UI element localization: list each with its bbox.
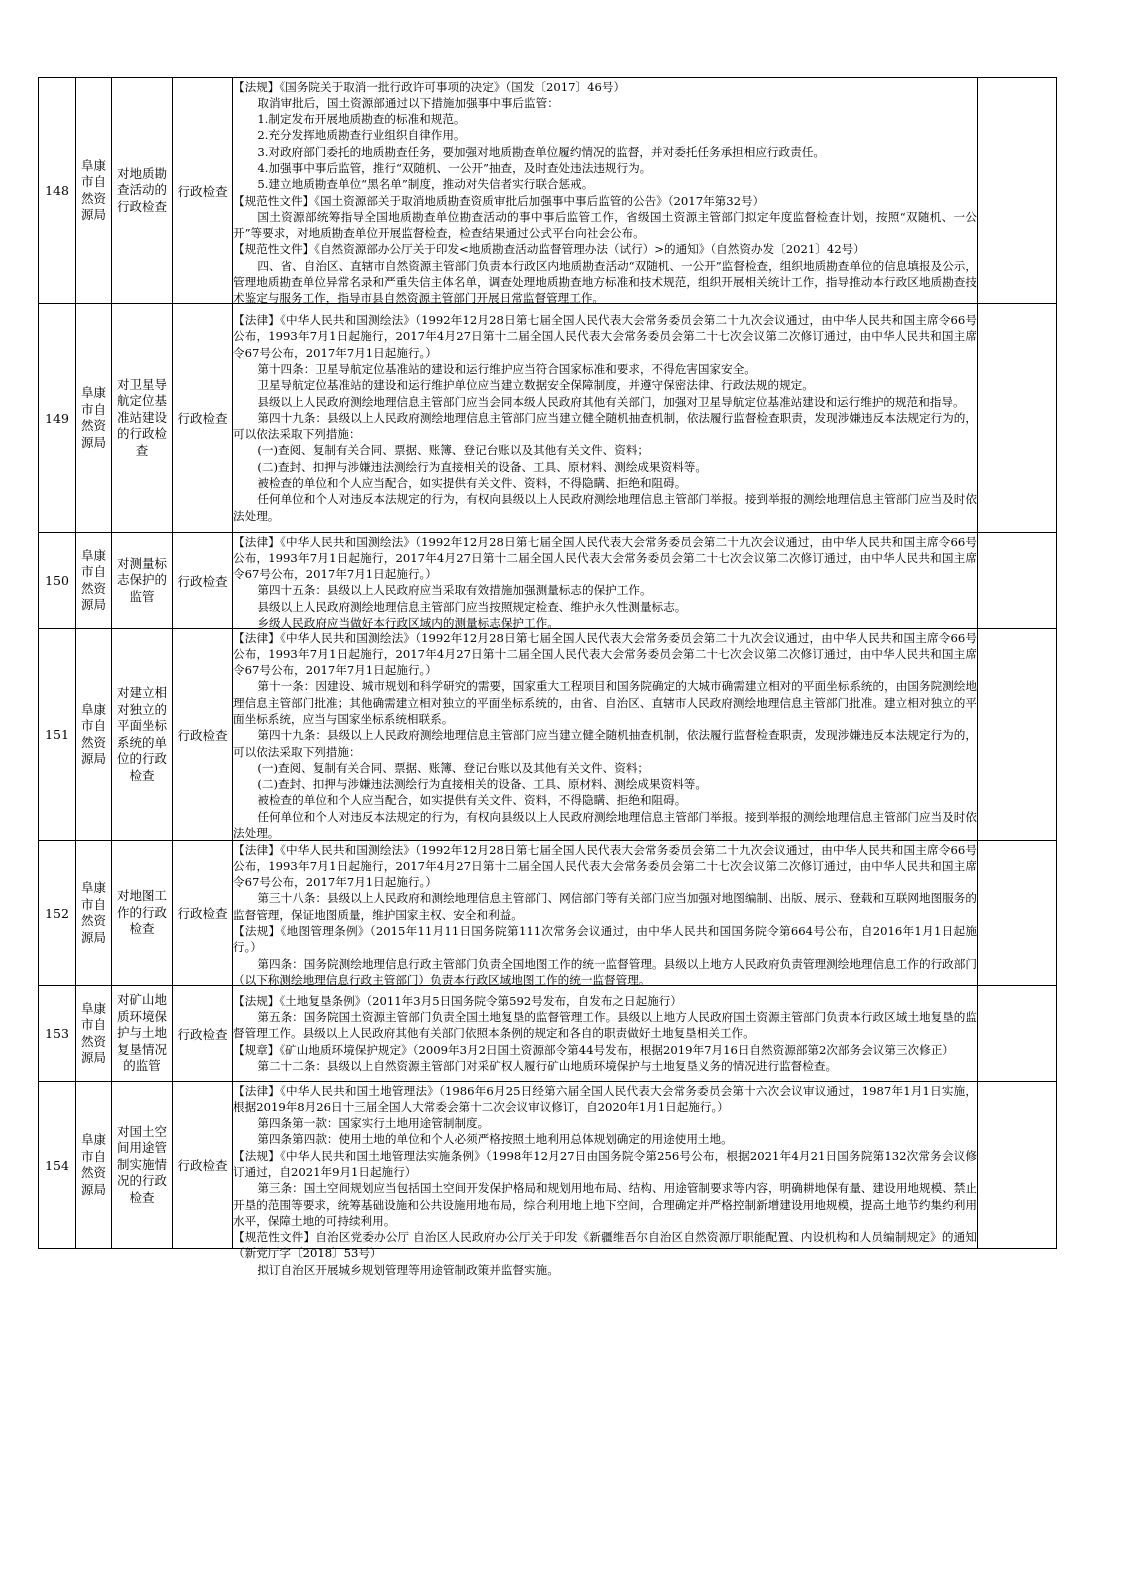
item-type-cell: 行政检查	[173, 986, 233, 1082]
agency-line: 源局	[80, 207, 106, 222]
item-name-line: 行政检查	[116, 198, 167, 214]
item-name-line: 准站建设	[116, 409, 167, 425]
legal-basis-paragraph: 【法律】《中华人民共和国测绘法》（1992年12月28日第七届全国人民代表大会常务委员会第二十九次会议通过，由中华人民共和国主席令66号公布，1993年7月1日起施行，2017年4月27日第十二届全国人民代表大会常务委员会第二十七次会议第二次修订通过，由中华人民共和国主席令67号公布，2017年7月1日起施行。）	[233, 313, 977, 360]
legal-basis-paragraph: 【法规】《土地复垦条例》（2011年3月5日国务院令第592号发布，自发布之日起施行）	[233, 993, 682, 1008]
item-name-line: 位的行政	[116, 751, 167, 766]
item-name-line: 检查	[129, 921, 155, 937]
item-name-line: 的行政检	[116, 426, 167, 442]
legal-basis-paragraph: 第四十九条：县级以上人民政府测绘地理信息主管部门应当建立健全随机抽查机制，依法履行监督检查职责，发现涉嫌违反本法规定行为的，可以依法采取下列措施：	[233, 410, 977, 442]
agency-line: 源局	[80, 1181, 106, 1197]
agency-cell	[76, 1082, 112, 1249]
legal-basis-paragraph: 【法律】《中华人民共和国测绘法》（1992年12月28日第七届全国人民代表大会常务委员会第二十九次会议通过，由中华人民共和国主席令66号公布，1993年7月1日起施行，2017年4月27日第十二届全国人民代表大会常务委员会第二十七次会议第二次修订通过，由中华人民共和国主席令67号公布，2017年7月1日起施行。）	[233, 534, 977, 582]
legal-basis-cell	[233, 533, 978, 629]
agency-line: 然资	[80, 1033, 106, 1049]
row-number: 148	[39, 78, 76, 304]
item-name-line: 况的行政	[116, 1173, 167, 1189]
remarks-cell	[978, 986, 1057, 1082]
table-row	[39, 78, 1057, 304]
item-name-line: 对地质勘	[116, 165, 167, 181]
agency-line: 市自	[80, 896, 106, 912]
agency-line: 阜康	[80, 1132, 106, 1147]
legal-basis-paragraph: (二)查封、扣押与涉嫌违法测绘行为直接相关的设备、工具、原材料、测绘成果资料等。	[257, 777, 707, 792]
legal-basis-paragraph: 县级以上人民政府测绘地理信息主管部门应当按照规定检查、维护永久性测量标志。	[257, 599, 687, 614]
agency-line: 市自	[80, 1148, 106, 1164]
legal-basis-paragraph: 县级以上人民政府测绘地理信息主管部门应当会同本级人民政府其他有关部门，加强对卫星导航定位基准站建设和运行维护的规范和指导。	[257, 394, 965, 409]
legal-basis-cell	[233, 1082, 978, 1277]
remarks-cell	[978, 629, 1057, 841]
agency-line: 市自	[80, 564, 106, 579]
agency-line: 市自	[80, 401, 106, 417]
legal-basis-paragraph: 取消审批后，国土资源部通过以下措施加强事中事后监管：	[257, 95, 559, 110]
legal-basis-cell	[233, 986, 978, 1082]
agency-line: 源局	[80, 929, 106, 945]
agency-line: 然资	[80, 734, 106, 750]
legal-basis-paragraph: 3.对政府部门委托的地质勘查任务，要加强对地质勘查单位履约情况的监督，并对委托任务承担相应行政责任。	[257, 144, 825, 159]
remarks-cell	[978, 533, 1057, 629]
legal-basis-paragraph: 第三条：国土空间规划应当包括国土空间开发保护格局和规划用地布局、结构、用途管制要求等内容，明确耕地保有量、建设用地规模、禁止开垦的范围等要求，统筹基础设施和公共设施用地布局，综合利用地上地下空间，合理确定并严格控制新增建设用地规模，提高土地节约集约利用水平，保障土地的可持续利用。	[233, 1181, 977, 1228]
legal-basis-paragraph: 乡级人民政府应当做好本行政区域内的测量标志保护工作。	[257, 615, 559, 630]
item-name-line: 对建立相	[116, 685, 167, 700]
item-name-line: 护与土地	[116, 1025, 167, 1041]
agency-cell	[76, 78, 112, 304]
item-name-line: 复垦情况	[116, 1041, 167, 1057]
legal-basis-paragraph: 【法律】《中华人民共和国测绘法》（1992年12月28日第七届全国人民代表大会常务委员会第二十九次会议通过，由中华人民共和国主席令66号公布，1993年7月1日起施行，2017年4月27日第十二届全国人民代表大会常务委员会第二十七次会议第二次修订通过，由中华人民共和国主席令67号公布，2017年7月1日起施行。）	[233, 630, 977, 678]
legal-basis-paragraph: 4.加强事中事后监管，推行“双随机、一公开”抽查，及时查处违法违规行为。	[257, 160, 652, 175]
agency-line: 源局	[80, 434, 106, 450]
legal-basis-paragraph: 2.充分发挥地质勘查行业组织自律作用。	[257, 128, 466, 143]
agency-cell	[76, 533, 112, 629]
agency-cell	[76, 629, 112, 841]
item-type-cell: 行政检查	[173, 629, 233, 841]
item-type-cell: 行政检查	[173, 533, 233, 629]
agency-line: 然资	[80, 418, 106, 433]
legal-basis-paragraph: 第二十二条：县级以上自然资源主管部门对采矿权人履行矿山地质环境保护与土地复垦义务的情况进行监督检查。	[257, 1058, 838, 1073]
item-name-line: 志保护的	[116, 572, 167, 588]
agency-line: 然资	[80, 1165, 106, 1180]
item-name-line: 系统的单	[116, 734, 167, 750]
item-name-cell	[112, 304, 173, 533]
legal-basis-paragraph: 第五条：国务院国土资源主管部门负责全国土地复垦的监督管理工作。县级以上地方人民政府国土资源主管部门负责本行政区域土地复垦的监督管理工作。县级以上人民政府其他有关部门依照本条例的规定和各自的职责做好土地复垦相关工作。	[233, 1010, 977, 1041]
table-row	[39, 304, 1057, 533]
legal-basis-cell	[233, 304, 978, 533]
remarks-cell	[978, 78, 1057, 304]
table-row	[39, 841, 1057, 986]
agency-line: 阜康	[80, 547, 106, 563]
item-name-line: 平面坐标	[116, 718, 167, 733]
item-name-line: 对卫星导	[116, 376, 167, 392]
legal-basis-paragraph: 【规范性文件】《国土资源部关于取消地质勘查资质审批后加强事中事后监管的公告》（2017年第32号）	[233, 193, 765, 208]
item-name-cell	[112, 78, 173, 304]
row-number: 152	[39, 841, 76, 986]
legal-basis-paragraph: (一)查阅、复制有关合同、票据、账簿、登记台账以及其他有关文件、资料；	[257, 760, 650, 775]
item-name-line: 制实施情	[116, 1156, 167, 1172]
legal-basis-paragraph: 第四十九条：县级以上人民政府测绘地理信息主管部门应当建立健全随机抽查机制，依法履行监督检查职责，发现涉嫌违反本法规定行为的，可以依法采取下列措施：	[233, 728, 977, 759]
item-name-line: 对地图工	[116, 888, 167, 904]
legal-basis-cell	[233, 78, 978, 304]
item-name-line: 查活动的	[116, 182, 167, 198]
legal-basis-paragraph: 国土资源部统筹指导全国地质勘查单位勘查活动的事中事后监管工作，省级国土资源主管部门拟定年度监督检查计划，按照“双随机、一公开”等要求，对地质勘查单位开展监督检查，检查结果通过公式平台向社会公布。	[233, 209, 977, 241]
legal-basis-paragraph: 第四条第一款：国家实行土地用途管制制度。	[257, 1116, 490, 1131]
legal-basis-paragraph: 【法规】《地图管理条例》（2015年11月11日国务院第111次常务会议通过，由中华人民共和国国务院令第664号公布，自2016年1月1日起施行。）	[233, 923, 977, 955]
legal-basis-paragraph: 被检查的单位和个人应当配合，如实提供有关文件、资料，不得隐瞒、拒绝和阻碍。	[257, 476, 687, 491]
agency-line: 然资	[80, 580, 106, 596]
legal-basis-paragraph: 第十四条：卫星导航定位基准站的建设和运行维护应当符合国家标准和要求，不得危害国家安全。	[257, 361, 756, 376]
item-name-line: 监管	[129, 588, 155, 604]
legal-basis-paragraph: 第四条：国务院测绘地理信息行政主管部门负责全国地图工作的统一监督管理。县级以上地方人民政府负责管理测绘地理信息工作的行政部门（以下称测绘地理信息行政主管部门）负责本行政区域地图工作的统一监督管理。	[233, 956, 977, 987]
agency-line: 阜康	[80, 385, 106, 400]
legal-basis-paragraph: 【规章】《矿山地质环境保护规定》（2009年3月2日国土资源部令第44号发布，根据2019年7月16日自然资源部第2次部务会议第三次修正）	[233, 1042, 954, 1057]
legal-basis-paragraph: 卫星导航定位基准站的建设和运行维护单位应当建立数据安全保障制度，并遵守保密法律、行政法规的规定。	[257, 378, 814, 393]
legal-basis-paragraph: 5.建立地质勘查单位“黑名单”制度，推动对失信者实行联合惩戒。	[257, 177, 594, 192]
agency-cell	[76, 841, 112, 986]
legal-basis-paragraph: 【法规】《国务院关于取消一批行政许可事项的决定》（国发〔2017〕46号）	[233, 79, 626, 94]
table-row	[39, 986, 1057, 1082]
agency-line: 阜康	[80, 880, 106, 895]
item-name-line: 检查	[129, 767, 155, 783]
legal-basis-paragraph: (一)查阅、复制有关合同、票据、账簿、登记台账以及其他有关文件、资料；	[257, 443, 650, 458]
legal-basis-paragraph: 四、省、自治区、直辖市自然资源主管部门负责本行政区内地质勘查活动“双随机、一公开”监督检查，组织地质勘查单位的信息填报及公示，管理地质勘查单位异常名录和严重失信主体名单，调查处理地质勘查地方标准和技术规范，组织开展相关统计工作，指导推动本行政区地质勘查技术鉴定与服务工作，指导市县自然资源主管部门开展日常监督管理工作。	[233, 258, 977, 306]
remarks-cell	[978, 304, 1057, 533]
table-row	[39, 1082, 1057, 1249]
agency-line: 阜康	[80, 157, 106, 173]
agency-cell	[76, 304, 112, 533]
item-name-line: 对测量标	[116, 555, 167, 571]
agency-line: 源局	[80, 1050, 106, 1065]
remarks-cell	[978, 841, 1057, 986]
agency-line: 源局	[80, 597, 106, 612]
row-number: 149	[39, 304, 76, 533]
legal-basis-paragraph: 第十一条：因建设、城市规划和科学研究的需要，国家重大工程项目和国务院确定的大城市确需建立相对的平面坐标系统的，由国务院测绘地理信息主管部门批准；其他确需建立相对独立的平面坐标系统的，由省、自治区、直辖市人民政府测绘地理信息主管部门批准。建立相对独立的平面坐标系统，应当与国家坐标系统相联系。	[233, 679, 977, 726]
legal-basis-paragraph: 被检查的单位和个人应当配合，如实提供有关文件、资料，不得隐瞒、拒绝和阻碍。	[257, 793, 687, 808]
table-row	[39, 629, 1057, 841]
legal-basis-cell	[233, 629, 978, 841]
item-name-line: 间用途管	[116, 1140, 167, 1156]
item-type-cell: 行政检查	[173, 304, 233, 533]
legal-basis-cell	[233, 841, 978, 986]
legal-basis-paragraph: 任何单位和个人对违反本法规定的行为，有权向县级以上人民政府测绘地理信息主管部门举报。接到举报的测绘地理信息主管部门应当及时依法处理。	[233, 492, 977, 523]
item-name-line: 质环境保	[116, 1008, 167, 1024]
item-name-cell	[112, 986, 173, 1082]
item-name-cell	[112, 841, 173, 986]
legal-basis-paragraph: 【法律】《中华人民共和国土地管理法》（1986年6月25日经第六届全国人民代表大会常务委员会第十六次会议审议通过，1987年1月1日实施，根据2019年8月26日十三届全国人大常委会第十二次会议审议修订，自2020年1月1日起施行。）	[233, 1083, 977, 1114]
item-name-line: 作的行政	[116, 904, 167, 920]
legal-basis-paragraph: 1.制定发布开展地质勘查的标准和规范。	[257, 112, 466, 127]
item-name-line: 的监管	[123, 1058, 161, 1074]
legal-basis-paragraph: (二)查封、扣押与涉嫌违法测绘行为直接相关的设备、工具、原材料、测绘成果资料等。	[257, 459, 707, 474]
row-number: 153	[39, 986, 76, 1082]
item-type-cell: 行政检查	[173, 841, 233, 986]
item-name-line: 对独立的	[116, 701, 167, 717]
row-number: 151	[39, 629, 76, 841]
agency-line: 源局	[80, 751, 106, 766]
legal-basis-paragraph: 第四条第四款：使用土地的单位和个人必须严格按照土地利用总体规划确定的用途使用土地。	[257, 1132, 733, 1147]
agency-line: 然资	[80, 190, 106, 206]
row-number: 150	[39, 533, 76, 629]
item-name-line: 对矿山地	[116, 992, 167, 1008]
legal-basis-paragraph: 【法规】《中华人民共和国土地管理法实施条例》（1998年12月27日由国务院令第256号公布，根据2021年4月21日国务院第132次常务会议修订通过，自2021年9月1日起施行）	[233, 1148, 977, 1179]
agency-line: 市自	[80, 174, 106, 189]
legal-basis-paragraph: 第三十八条：县级以上人民政府和测绘地理信息主管部门、网信部门等有关部门应当加强对地图编制、出版、展示、登载和互联网地图服务的监督管理，保证地图质量，维护国家主权、安全和利益。	[233, 891, 977, 922]
item-name-line: 查	[135, 442, 149, 458]
item-type-cell: 行政检查	[173, 78, 233, 304]
legal-basis-paragraph: 【规范性文件】自治区党委办公厅 自治区人民政府办公厅关于印发《新疆维吾尔自治区自然资源厅职能配置、内设机构和人员编制规定》的通知（新党厅字〔2018〕53号）	[233, 1230, 977, 1261]
legal-basis-paragraph: 第四十五条：县级以上人民政府应当采取有效措施加强测量标志的保护工作。	[257, 583, 652, 598]
agency-line: 市自	[80, 718, 106, 733]
item-name-cell	[112, 629, 173, 841]
item-name-cell	[112, 1082, 173, 1249]
remarks-cell	[978, 1082, 1057, 1249]
item-name-cell	[112, 533, 173, 629]
table-row	[39, 533, 1057, 629]
legal-basis-paragraph: 【规范性文件】《自然资源部办公厅关于印发<地质勘查活动监督管理办法（试行）>的通知》（自然资办发〔2021〕42号）	[233, 242, 865, 257]
item-name-line: 航定位基	[116, 393, 167, 409]
legal-basis-paragraph: 拟订自治区开展城乡规划管理等用途管制政策并监督实施。	[257, 1262, 559, 1277]
enforcement-table	[38, 77, 1057, 1277]
legal-basis-paragraph: 任何单位和个人对违反本法规定的行为，有权向县级以上人民政府测绘地理信息主管部门举报。接到举报的测绘地理信息主管部门应当及时依法处理。	[233, 809, 977, 841]
agency-line: 然资	[80, 913, 106, 928]
item-type-cell: 行政检查	[173, 1082, 233, 1249]
agency-line: 阜康	[80, 1000, 106, 1016]
agency-line: 市自	[80, 1017, 106, 1032]
agency-cell	[76, 986, 112, 1082]
item-name-line: 对国土空	[116, 1123, 167, 1139]
legal-basis-paragraph: 【法律】《中华人民共和国测绘法》（1992年12月28日第七届全国人民代表大会常务委员会第二十九次会议通过，由中华人民共和国主席令66号公布，1993年7月1日起施行，2017年4月27日第十二届全国人民代表大会常务委员会第二十七次会议第二次修订通过，由中华人民共和国主席令67号公布，2017年7月1日起施行。）	[233, 842, 977, 890]
row-number: 154	[39, 1082, 76, 1249]
item-name-line: 检查	[129, 1189, 155, 1205]
agency-line: 阜康	[80, 701, 106, 717]
